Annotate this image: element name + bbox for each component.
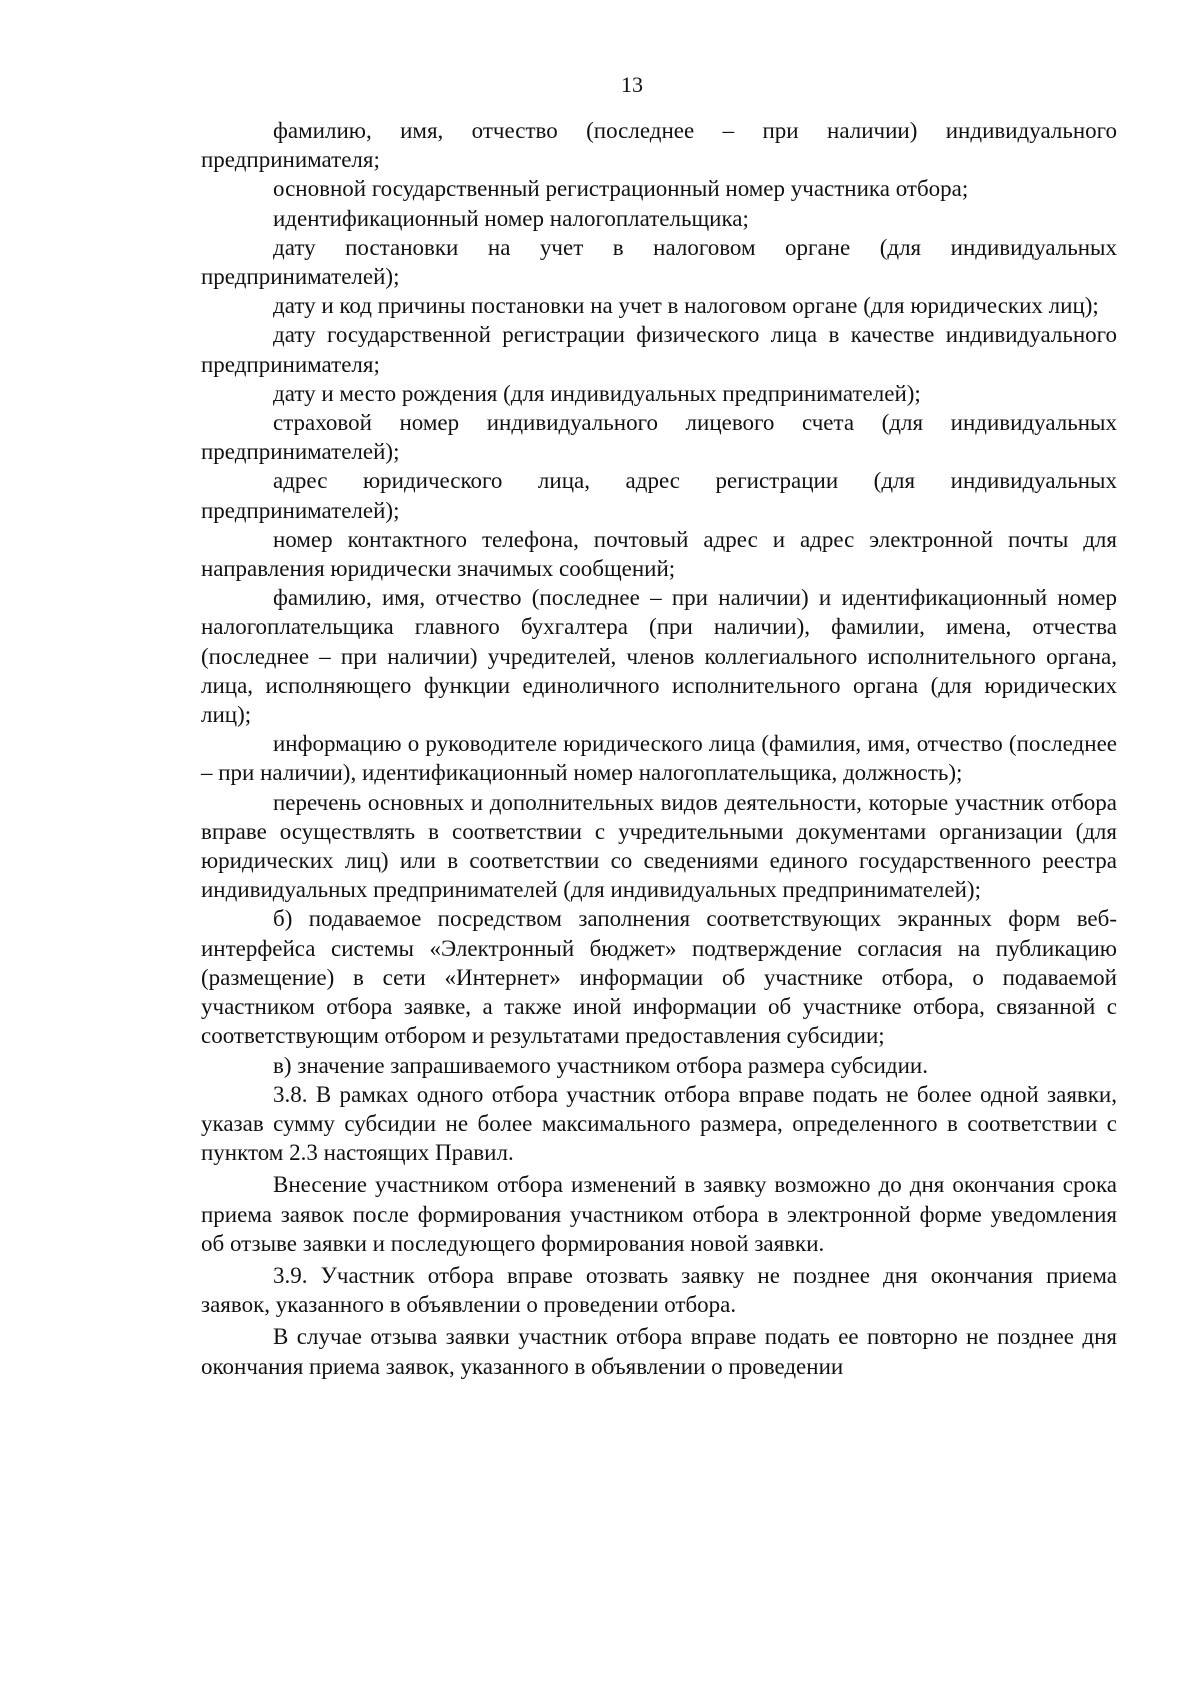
- paragraph-tax-registration-reason: дату и код причины постановки на учет в налоговом органе (для юридических лиц);: [273, 293, 1099, 319]
- paragraph-section-3-9: 3.9. Участник отбора вправе отозвать заявку не позднее дня окончания приема заявок, указанного в объявлении о проведении отбора.: [201, 1262, 1117, 1318]
- paragraph-state-registration-date: дату государственной регистрации физического лица в качестве индивидуального предпринимателя;: [201, 322, 1117, 377]
- paragraph-consent-publication: б) подаваемое посредством заполнения соответствующих экранных форм веб-интерфейса системы «Электронный бюджет» подтверждение согласия на публикацию (размещение) в сети «Интернет» информации об участнике отбора, о подаваемой участником отбора заявке, а также иной информации об участнике отбора, связанной с соответствующим отбором и результатами предоставления субсидии;: [201, 906, 1117, 1049]
- paragraph-subsidy-amount: в) значение запрашиваемого участником отбора размера субсидии.: [273, 1052, 928, 1078]
- page-number: 13: [621, 72, 643, 97]
- paragraph-snils: страховой номер индивидуального лицевого счета (для индивидуальных предпринимателей);: [201, 410, 1117, 465]
- paragraph-birth-date-place: дату и место рождения (для индивидуальных предпринимателей);: [273, 380, 921, 406]
- paragraph-address: адрес юридического лица, адрес регистрации (для индивидуальных предпринимателей);: [201, 468, 1117, 523]
- paragraph-activities: перечень основных и дополнительных видов деятельности, которые участник отбора вправе осуществлять в соответствии с учредительными документами организации (для юридических лиц) или в соответствии со сведениями единого государственного реестра индивидуальных предпринимателей (для индивидуальных предпринимателей);: [201, 789, 1117, 903]
- paragraph-ogrn: основной государственный регистрационный номер участника отбора;: [273, 176, 969, 202]
- document-body: [201, 116, 1117, 1381]
- paragraph-accountant-founders: фамилию, имя, отчество (последнее – при наличии) и идентификационный номер налогоплательщика главного бухгалтера (при наличии), фамилии, имена, отчества (последнее – при наличии) учредителей, членов коллегиального исполнительного органа, лица, исполняющего функции единоличного исполнительного органа (для юридических лиц);: [201, 585, 1117, 728]
- paragraph-entrepreneur-name: фамилию, имя, отчество (последнее – при наличии) индивидуального предпринимателя;: [201, 118, 1117, 173]
- paragraph-section-3-8: 3.8. В рамках одного отбора участник отбора вправе подать не более одной заявки, указав сумму субсидии не более максимального размера, определенного в соответствии с пунктом 2.3 настоящих Правил.: [201, 1081, 1117, 1166]
- paragraph-tax-registration-date: дату постановки на учет в налоговом органе (для индивидуальных предпринимателей);: [201, 234, 1117, 290]
- paragraph-contacts: номер контактного телефона, почтовый адрес и адрес электронной почты для направления юридически значимых сообщений;: [201, 526, 1117, 582]
- paragraph-changes: Внесение участником отбора изменений в заявку возможно до дня окончания срока приема заявок после формирования участником отбора в электронной форме уведомления об отзыве заявки и последующего формирования новой заявки.: [201, 1172, 1117, 1256]
- paragraph-head-info: информацию о руководителе юридического лица (фамилия, имя, отчество (последнее – при наличии), идентификационный номер налогоплательщика, должность);: [201, 731, 1117, 786]
- paragraph-inn: идентификационный номер налогоплательщика;: [273, 205, 749, 231]
- paragraph-resubmission: В случае отзыва заявки участник отбора вправе подать ее повторно не позднее дня окончания приема заявок, указанного в объявлении о проведении: [201, 1324, 1117, 1379]
